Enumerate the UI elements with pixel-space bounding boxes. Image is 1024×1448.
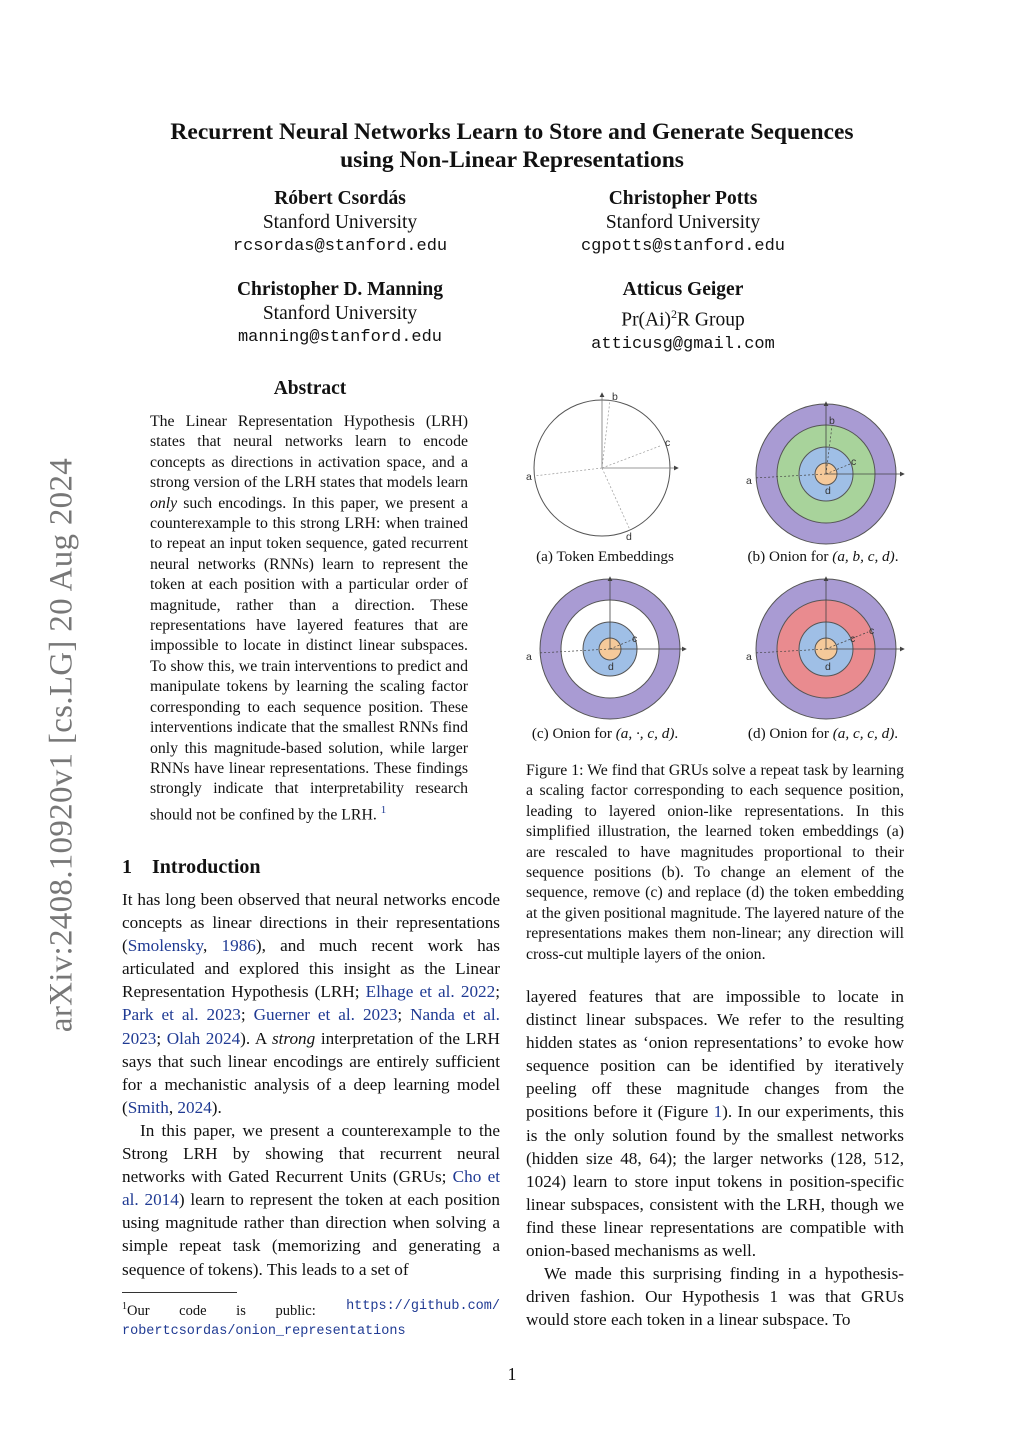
label-c: c xyxy=(869,625,875,637)
label-a: a xyxy=(746,475,752,487)
footnote-rule xyxy=(122,1292,237,1293)
author-affiliation: Stanford University xyxy=(262,303,418,324)
citation-link[interactable]: 2024 xyxy=(177,1097,212,1117)
title-line-1: Recurrent Neural Networks Learn to Store and Generate Sequences xyxy=(170,119,854,145)
abstract-heading: Abstract xyxy=(273,378,347,399)
label-a: a xyxy=(746,651,752,663)
figure-caption: Figure 1: We find that GRUs solve a repeat task by learning a scaling factor corresponding to each sequence position, leading to layered onion-like representations. In this simplified illustration, the learned token embeddings (a) are rescaled to have magnitudes proportional to their sequence positions (b). To change an element of the sequence, remove (c) and replace (d) the token embedding at the given positional magnitude. The layered nature of the representations makes them non-linear; any direction will cross-cut multiple layers of the onion. xyxy=(526,762,904,963)
footnote-marker[interactable]: 1 xyxy=(380,803,387,816)
subcaption-d: (d) Onion for (a, c, c, d). xyxy=(747,725,899,742)
intro-right-column xyxy=(526,985,904,1331)
label-d: d xyxy=(608,661,614,673)
author-name: Christopher D. Manning xyxy=(236,279,444,300)
citation-link[interactable]: Park et al. 2023 xyxy=(122,1005,241,1025)
author-block xyxy=(533,187,833,259)
citation-link[interactable]: Nanda et al. 2023 xyxy=(122,1005,500,1048)
code-url-link[interactable]: https://github.com/ xyxy=(346,1299,500,1314)
intro-paragraph: In this paper, we present a counterexample to the Strong LRH by showing that recurrent neural networks with Gated Recurrent Units (GRUs; Cho et al. 2014) learn to represent the token at each position using magnitude rather than direction when solving a simple repeat task (memorizing and generating a sequence of tokens). This leads to a set of xyxy=(122,1120,500,1279)
citation-link[interactable]: Cho et al. 2014 xyxy=(122,1167,500,1210)
code-url-link[interactable]: robertcsordas/onion_representations xyxy=(122,1323,406,1339)
subcaption-b: (b) Onion for (a, b, c, d). xyxy=(747,548,899,565)
abstract-text: The Linear Representation Hypothesis (LRH) states that neural networks learn to encode concepts as directions in activation space, and a strong version of the LRH states that models learn only such encodings. In this paper, we present a counterexample to this strong LRH: when trained to repeat an input token sequence, gated recurrent neural networks (RNNs) learn to represent the token at each position with a particular order of magnitude, rather than a direction. These representations have layered features that are impossible to locate in distinct linear subspaces. To show this, we train interventions to predict and manipulate tokens by learning the scaling factor corresponding to each sequence position. These interventions indicate that the smallest RNNs find only this magnitude-based solution, while larger RNNs have linear representations. These findings strongly indicate that interpretability research should not be confined by the LRH. $^1$ xyxy=(150,413,468,823)
citation-link[interactable]: Olah 2024 xyxy=(166,1028,241,1048)
label-c: c xyxy=(851,456,857,468)
intro-left-column xyxy=(122,888,500,1281)
intro-paragraph: It has long been observed that neural networks encode concepts as linear directions in their representations (Smolensky, 1986), and much recent work has articulated and explored this insight as the Linear Representation Hypothesis (LRH; Elhage et al. 2022; Park et al. 2023; Guerner et al. 2023; Nanda et al. 2023; Olah 2024). A strong interpretation of the LRH says that such linear encodings are entirely sufficient for a mechanistic analysis of a deep learning model (Smith, 2024). xyxy=(122,890,501,1117)
arxiv-stamp: arXiv:2408.10920v1 [cs.LG] 20 Aug 2024 xyxy=(43,457,80,1033)
label-c: c xyxy=(665,437,671,449)
author-name: Atticus Geiger xyxy=(622,279,744,300)
title-line-2: using Non-Linear Representations xyxy=(340,147,684,173)
panel-d-onion-replaced xyxy=(746,577,904,719)
label-c: c xyxy=(632,633,638,645)
subcaption-a: (a) Token Embeddings xyxy=(536,548,674,565)
citation-link[interactable]: Smith xyxy=(127,1097,169,1117)
author-email[interactable]: manning@stanford.edu xyxy=(237,328,443,347)
footnote: $^1$Our code is public: https://github.com/ robertcsordas/onion_representations xyxy=(122,1299,500,1339)
figure-1 xyxy=(520,388,910,748)
author-affiliation: Stanford University xyxy=(605,212,761,233)
label-a: a xyxy=(526,471,532,483)
label-d: d xyxy=(626,531,632,543)
label-d: d xyxy=(825,485,831,497)
intro-paragraph: layered features that are impossible to locate in distinct linear subspaces. We refer to the resulting hidden states as ‘onion representations’ to evoke how sequence position can be identified by iteratively peeling off these magnitude changes from the positions before it (Figure 1). In our experiments, this is the only solution found by the smallest networks (hidden size 48, 64); the larger networks (128, 512, 1024) learn to store input tokens in position-specific linear subspaces, consistent with the LRH, though we find these linear representations are compatible with onion-based mechanisms as well. xyxy=(526,987,904,1261)
section-heading: 1 Introduction xyxy=(122,856,261,878)
label-a: a xyxy=(526,651,532,663)
author-affiliation: Stanford University xyxy=(262,212,418,233)
author-email[interactable]: rcsordas@stanford.edu xyxy=(232,237,448,256)
panel-b-onion-abcd xyxy=(746,402,904,544)
label-c: c xyxy=(850,633,856,645)
author-name: Róbert Csordás xyxy=(274,188,406,209)
figure-ref-link[interactable]: 1 xyxy=(713,1102,723,1122)
label-b: b xyxy=(612,391,618,403)
author-block xyxy=(533,278,833,357)
paper-title xyxy=(0,118,1024,174)
author-block xyxy=(190,278,490,350)
page-number: 1 xyxy=(507,1364,517,1384)
author-email[interactable]: cgpotts@stanford.edu xyxy=(580,237,786,256)
author-block xyxy=(190,187,490,259)
citation-link[interactable]: 1986 xyxy=(221,936,256,956)
author-email[interactable]: atticusg@gmail.com xyxy=(591,334,775,354)
intro-paragraph: We made this surprising finding in a hypothesis-driven fashion. Our Hypothesis 1 was that GRUs would store each token in a linear subspace. To xyxy=(526,1264,904,1330)
author-name: Christopher Potts xyxy=(608,188,758,209)
author-affiliation: $Pr(Ai)^2R$ Group xyxy=(621,307,745,331)
citation-link[interactable]: Smolensky xyxy=(127,936,204,956)
label-d: d xyxy=(825,661,831,673)
citation-link[interactable]: Guerner et al. 2023 xyxy=(253,1005,398,1025)
label-b: b xyxy=(829,415,835,427)
citation-link[interactable]: Elhage et al. 2022 xyxy=(365,982,496,1002)
panel-c-onion-removed xyxy=(526,577,686,719)
subcaption-c: (c) Onion for (a, ·, c, d). xyxy=(531,725,679,742)
panel-a-token-embeddings xyxy=(526,391,678,543)
